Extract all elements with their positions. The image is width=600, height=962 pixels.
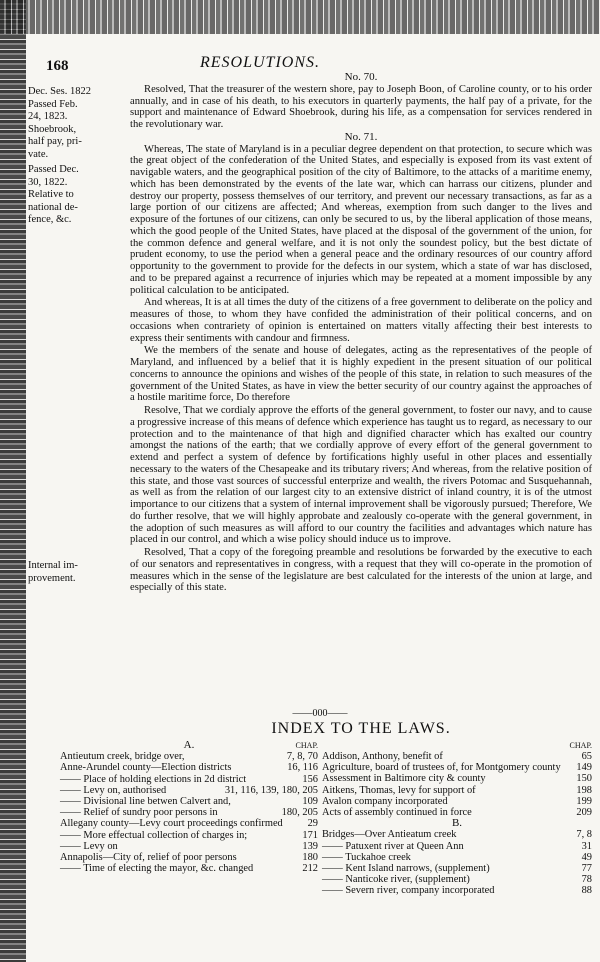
index-title: INDEX TO THE LAWS. — [271, 720, 451, 737]
index-entry: —— Nanticoke river, (supplement) 78 — [322, 874, 592, 886]
margin-line: half pay, pri- — [28, 136, 82, 147]
running-head: RESOLUTIONS. — [200, 54, 321, 71]
index-entry: Avalon company incorporated 199 — [322, 795, 592, 807]
index-entry: —— Divisional line betwen Calvert and, 109 — [60, 796, 318, 808]
page-header — [30, 40, 590, 74]
index-letter: A. — [183, 739, 195, 751]
index-entry: —— More effectual collection of charges in; 171 — [60, 829, 318, 841]
index-entry: Agriculture, board of trustees of, for Montgomery county 149 — [322, 762, 592, 774]
resolution-number: No. 71. — [344, 130, 378, 143]
index-entry: Allegany county—Levy court proceedings confirmed 29 — [60, 818, 318, 830]
index-column-left — [60, 740, 318, 874]
margin-line: provement. — [28, 572, 76, 584]
index-entry: Acts of assembly continued in force 209 — [322, 807, 592, 819]
index-entry: Anne-Arundel county—Election districts 16, 116 — [60, 762, 318, 774]
index-entry: —— Time of electing the mayor, &c. changed 212 — [60, 863, 318, 875]
margin-line: fence, &c. — [28, 214, 72, 225]
resolution-paragraph: We the members of the senate and house of delegates, acting as the representatives of the people of Maryland, and influenced by a belief that it is highly expedient in the present situation of our political concerns to announce the opinions and wishes of the people of this state, in relation to such measures of the government of the United States, as have in view the better security of our country against the approaches of a hostile maritime force, Do therefore — [130, 345, 592, 404]
index-entry: Bridges—Over Antieatum creek 7, 8 — [322, 829, 592, 841]
margin-line: national de- — [28, 201, 78, 213]
index-entry: Assessment in Baltimore city & county 150 — [322, 773, 592, 785]
margin-note-shoebrook — [28, 86, 120, 161]
margin-line: 24, 1823. — [28, 111, 68, 122]
page-number: 168 — [46, 58, 69, 74]
resolution-number: No. 70. — [344, 71, 378, 83]
resolution-paragraph: Resolved, That a copy of the foregoing preamble and resolutions be forwarded by the executive to each of our senators and representatives in congress, with a request that they will co-operate in the promotion of measures which in the sense of the legislature are best calculated for the interests of the union at large, and especially of this state. — [130, 547, 592, 594]
margin-line: Relative to — [28, 189, 74, 200]
index-entry: —— Kent Island narrows, (supplement) 77 — [322, 863, 592, 875]
margin-note-defence — [28, 164, 120, 227]
index-entry: —— Severn river, company incorporated 88 — [322, 885, 592, 897]
index-letter: B. — [451, 817, 463, 830]
resolution-paragraph: Resolved, That the treasurer of the western shore, pay to Joseph Boon, of Caroline county, or to his order annually, and in case of his death, to his executors in quarterly payments, the half pay of a private, for the support and maintenance of Edward Shoebrook, during his life, as a compensation for services rendered in the revolutionary war. — [130, 83, 592, 130]
index-entry: Aitkens, Thomas, levy for support of 198 — [322, 784, 592, 796]
margin-line: Passed Feb. — [28, 98, 78, 110]
index-rule: ——000—— — [292, 708, 348, 719]
index-entry: —— Levy on, authorised 31, 116, 139, 180, 205 — [60, 784, 318, 796]
index-entry: —— Relief of sundry poor persons in 180, 205 — [60, 807, 318, 819]
margin-line: Passed Dec. — [28, 164, 79, 175]
index-entry: —— Levy on 139 — [60, 840, 318, 852]
margin-line: 30, 1822. — [28, 176, 68, 188]
index-entry: Addison, Anthony, benefit of 65 — [322, 751, 592, 762]
index-entry: Annapolis—City of, relief of poor persons 180 — [60, 852, 318, 864]
index-entry: —— Place of holding elections in 2d district 156 — [60, 773, 318, 785]
resolution-paragraph: Whereas, The state of Maryland is in a peculiar degree dependent on that protection, to secure which was the great object of the confederation of the United States, and especially is exposed from its vast extent of navigable waters, and the geographical position of the city of Baltimore, to the attacks of a maritime enemy, which has been demonstrated by the events of the late war, which can harrass our citizens, plunder and destroy our property, possess themselves of our territory, and prevent our necessary transactions, as far as a large portion of our citizens are affected; And whereas, exemption from such danger to the lives and exposure of the fortunes of our citizens, can only be secured to us, by the liberal application of those means, which the good people of the United States, have placed at the disposal of the government of the union, for the common defence and general welfare, and it is not only the soundest policy, but the best dictate of prudent economy, to use the period when a general peace and the ordinary resources of our country afford opportunity to the government to provide for the defects in our system, which a state of war has disclosed, and to be prepared against a recurrence of injuries which may be repeated at a moment impossible by any political calculation to be anticipated. — [130, 143, 592, 296]
chap-label: CHAP. — [295, 741, 318, 750]
margin-line: vate. — [28, 148, 49, 160]
index-entry: —— Patuxent river at Queen Ann 31 — [322, 840, 592, 852]
margin-line: Internal im- — [28, 560, 78, 571]
margin-line: Shoebrook, — [28, 123, 77, 135]
index-entry: Antieutum creek, bridge over, 7, 8, 70 — [60, 751, 318, 763]
resolution-paragraph: Resolve, That we cordialy approve the efforts of the general government, to foster our navy, and to cause a progressive increase of this means of defence which experience has taught us to regard, as necessary to our protection and to the maintenance of that high and dignified character which has exalted our country amongst the nations of the earth; that we cordially approve of every effort of the general government to extend and perfect a system of defence by fortifications highly useful in other places and essentially necessary to the waters of the Chesapeake and its tributary rivers; And whereas, from the relative position of this state, and those vast sources of successful enterprize and wealth, the rivers Potomac and Susquehannah, as well as from the relation of our largest city to an extensive district of inland country, it is of the utmost importance to our citizens that a system of internal improvement shall be vigorously pursued; Therefore, We do further resolve, that we will highly approbate and zealously co-operate with the general government, in the adoption of such measures as will afford to our country the facilities and advantages which nature has placed in our control, and which a wise policy should induce us to improve. — [130, 405, 592, 546]
margin-line: Dec. Ses. 1822 — [28, 86, 91, 97]
resolution-paragraph: And whereas, It is at all times the duty of the citizens of a free government to deliberate on the policy and measures of those, to whom they have confided the administration of their political concerns, and on occasions when contrariety of opinion is entertained on matters vitally affecting their best interests to express their sentiments with candour and firmness. — [130, 297, 592, 344]
index-entry: —— Tuckahoe creek 49 — [322, 851, 592, 863]
index-column-right — [322, 740, 592, 897]
margin-note-internal-improvement — [28, 560, 120, 585]
chap-label: CHAP. — [569, 741, 592, 750]
resolutions-body — [130, 72, 592, 595]
